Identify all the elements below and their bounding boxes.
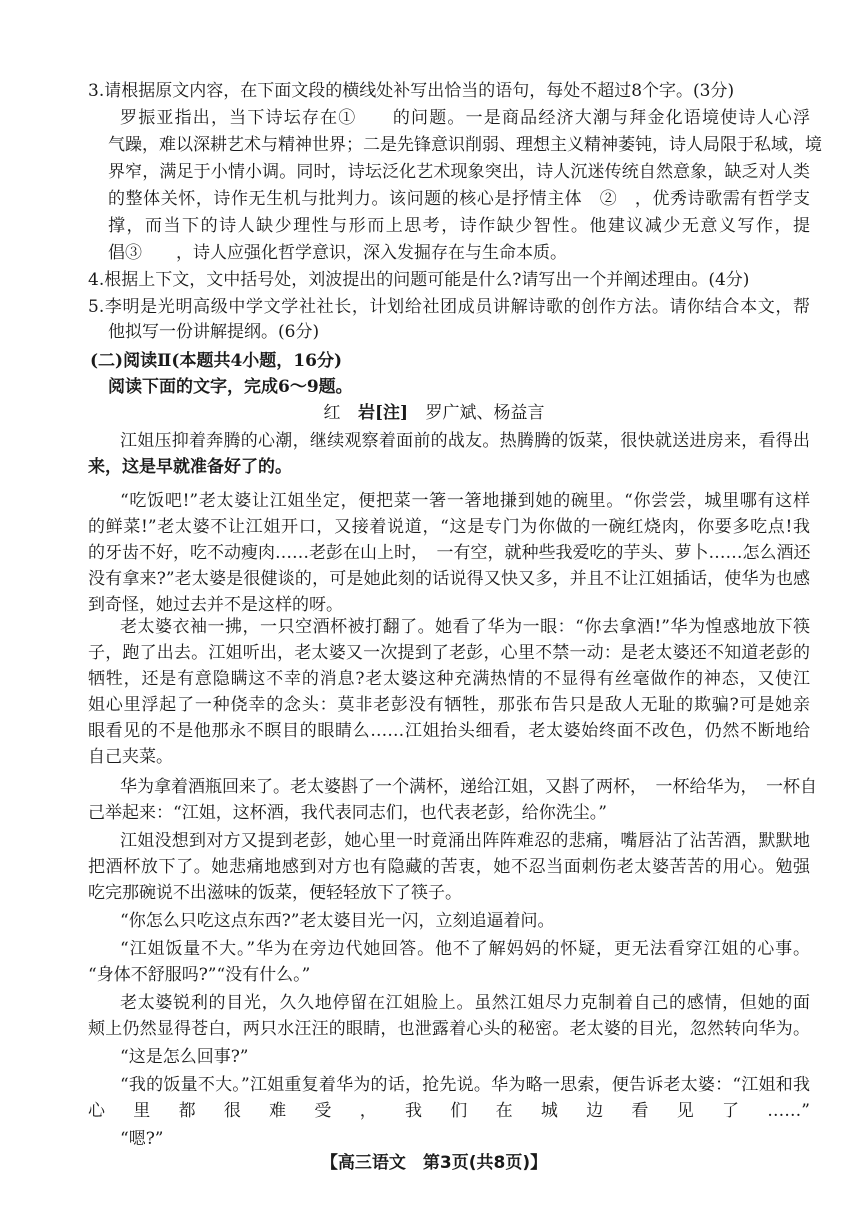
story-line-14: 华为拿着酒瓶回来了。老太婆斟了一个满杯，递给江姐，又斟了两杯， 一杯给华为， 一杯自 (120, 777, 817, 797)
story-line-11: 姐心里浮起了一种侥幸的念头：莫非老彭没有牺牲，那张布告只是敌人无耻的欺骗?可是她亲 (88, 695, 810, 715)
story-line-13: 自己夹菜。 (88, 747, 173, 767)
story-line-26: 心里都很难受，我们在城边看见了……” (88, 1101, 810, 1121)
story-authors: 罗广斌、杨益言 (425, 403, 545, 423)
story-line-27: “嗯?” (120, 1129, 164, 1149)
q3-passage-line-5: 撑，而当下的诗人缺少理性与形而上思考，诗作缺少智性。他建议减少无意义写作，提 (108, 216, 810, 236)
story-line-16: 江姐没想到对方又提到老彭，她心里一时竟涌出阵阵难忍的悲痛，嘴唇沾了沾苦酒，默默地 (120, 831, 810, 851)
story-line-9: 子，跑了出去。江姐听出，老太婆又一次提到了老彭，心里不禁一动：是老太婆还不知道老彭的 (88, 643, 810, 663)
question-5-prompt-line-1: 5.李明是光明高级中学文学社社长，计划给社团成员讲解诗歌的创作方法。请你结合本文，帮 (88, 297, 810, 317)
story-line-3: “吃饭吧!”老太婆让江姐坐定，便把菜一箸一箸地搛到她的碗里。“你尝尝，城里哪有这样 (120, 491, 810, 511)
q3-passage-line-4: 的整体关怀，诗作无生机与批判力。该问题的核心是抒情主体 ② ，优秀诗歌需有哲学支 (108, 189, 810, 209)
q3-passage-line-1: 罗振亚指出，当下诗坛存在① 的问题。一是商品经济大潮与拜金化语境使诗人心浮 (120, 108, 810, 128)
q3-passage-line-2: 气躁，难以深耕艺术与精神世界；二是先锋意识削弱、理想主义精神萎钝，诗人局限于私域，境 (108, 135, 822, 155)
story-line-5: 的牙齿不好，吃不动瘦肉……老彭在山上时， 一有空，就种些我爱吃的芋头、萝卜……怎么酒还 (88, 543, 811, 563)
story-line-21: “身体不舒服吗?”“没有什么。” (88, 965, 311, 985)
story-line-20: “江姐饭量不大。”华为在旁边代她回答。他不了解妈妈的怀疑，更无法看穿江姐的心事。 (120, 939, 810, 959)
section-instruction: 阅读下面的文字，完成6～9题。 (108, 377, 353, 397)
q3-passage-line-6: 倡③ ，诗人应强化哲学意识，深入发掘存在与生命本质。 (108, 243, 567, 263)
story-line-15: 己举起来：“江姐，这杯酒，我代表同志们，也代表老彭，给你洗尘。” (88, 803, 607, 823)
question-4-prompt: 4.根据上下文，文中括号处，刘波提出的问题可能是什么?请写出一个并阐述理由。(4分) (88, 270, 750, 290)
story-line-1: 江姐压抑着奔腾的心潮，继续观察着面前的战友。热腾腾的饭菜，很快就送进房来，看得出 (120, 431, 810, 451)
story-line-23: 颊上仍然显得苍白，两只水汪汪的眼睛，也泄露着心头的秘密。老太婆的目光，忽然转向华为。 (88, 1019, 810, 1039)
story-line-6: 没有拿来?”老太婆是很健谈的，可是她此刻的话说得又快又多，并且不让江姐插话，使华为也感 (88, 569, 810, 589)
story-line-17: 把酒杯放下了。她悲痛地感到对方也有隐藏的苦衷，她不忍当面刺伤老太婆苦苦的用心。勉强 (88, 857, 810, 877)
story-line-12: 眼看见的不是他那永不瞑目的眼睛么……江姐抬头细看，老太婆始终面不改色，仍然不断地给 (88, 721, 810, 741)
story-line-18: 吃完那碗说不出滋味的饭菜，便轻轻放下了筷子。 (88, 883, 462, 903)
story-line-8: 老太婆衣袖一拂，一只空酒杯被打翻了。她看了华为一眼：“你去拿酒!”华为惶惑地放下筷 (120, 617, 810, 637)
story-line-25: “我的饭量不大。”江姐重复着华为的话，抢先说。华为略一思索，便告诉老太婆：“江姐和我 (120, 1075, 810, 1095)
section-heading: (二)阅读Ⅱ(本题共4小题，16分) (90, 351, 342, 371)
story-line-4: 的鲜菜!”老太婆不让江姐开口，又接着说道，“这是专门为你做的一碗红烧肉，你要多吃点!我 (88, 517, 810, 537)
story-line-10: 牺牲，还是有意隐瞒这不幸的消息?老太婆这种充满热情的不显得有丝毫做作的神态，又使江 (88, 669, 810, 689)
story-title-part-2: 岩[注] (357, 403, 409, 423)
story-line-19: “你怎么只吃这点东西?”老太婆目光一闪，立刻追逼着问。 (120, 911, 555, 931)
question-3-prompt: 3.请根据原文内容，在下面文段的横线处补写出恰当的语句，每处不超过8个字。(3分) (88, 81, 735, 101)
question-5-prompt-line-2: 他拟写一份讲解提纲。(6分) (108, 322, 320, 342)
story-line-22: 老太婆锐利的目光，久久地停留在江姐脸上。虽然江姐尽力克制着自己的感情，但她的面 (120, 993, 810, 1013)
page-footer: 【高三语文 第3页(共8页)】 (320, 1153, 548, 1173)
story-line-7: 到奇怪，她过去并不是这样的呀。 (88, 595, 343, 615)
story-title (0, 402, 868, 424)
story-line-24: “这是怎么回事?” (120, 1047, 249, 1067)
story-line-2: 来，这是早就准备好了的。 (88, 457, 292, 477)
q3-passage-line-3: 界窄，满足于小情小调。同时，诗坛泛化艺术现象突出，诗人沉迷传统自然意象，缺乏对人类 (108, 162, 810, 182)
story-title-part-1: 红 (323, 403, 341, 423)
